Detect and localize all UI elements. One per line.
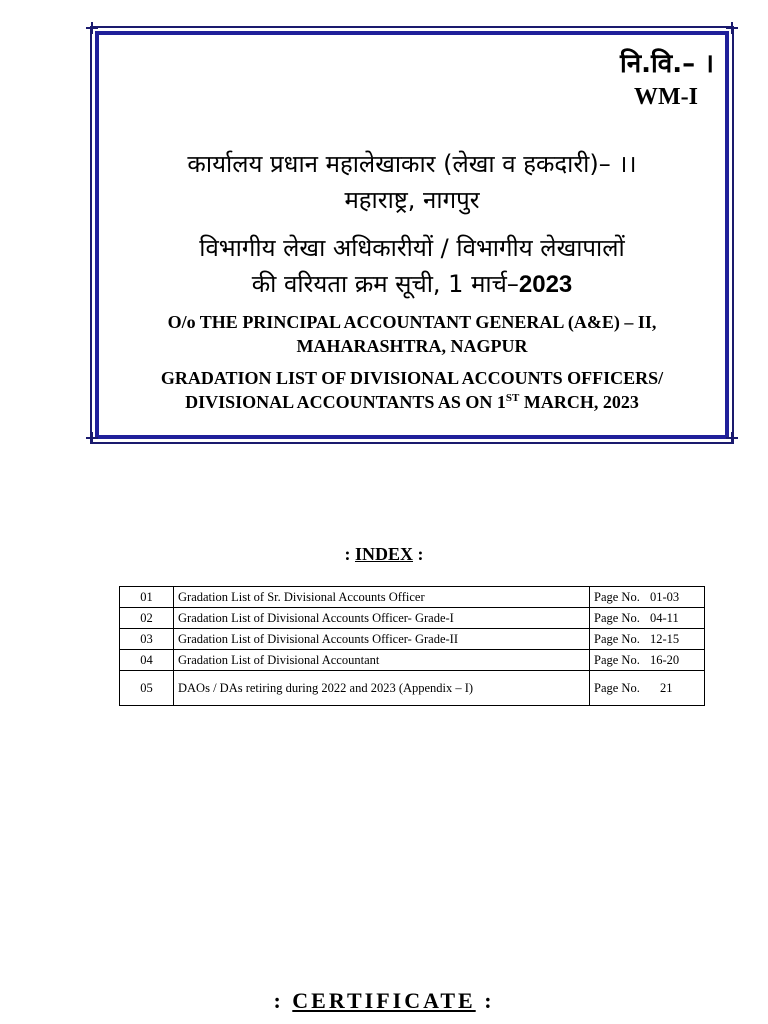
page-range: 12-15 — [650, 631, 680, 646]
office-name-hindi-line2: महाराष्ट्र, नागपुर — [344, 186, 480, 214]
page-label: Page No. — [594, 610, 640, 625]
list-title-hindi-line1: विभागीय लेखा अधिकारीयों / विभागीय लेखापालों — [199, 234, 625, 262]
index-heading-left: : — [344, 544, 355, 564]
table-row — [120, 608, 705, 629]
frame-corner-ornament — [726, 22, 738, 34]
reference-code-hindi: नि.वि.– । — [619, 49, 714, 79]
page-range: 21 — [660, 680, 673, 695]
office-name-english-line1: O/o THE PRINCIPAL ACCOUNTANT GENERAL (A&E) – II, — [167, 312, 657, 332]
office-name-english-line2: MAHARASHTRA, NAGPUR — [296, 336, 528, 356]
row-page — [590, 650, 705, 671]
row-description: Gradation List of Divisional Accounts Officer- Grade-I — [174, 608, 590, 629]
list-title-hindi-year: 2023 — [518, 271, 573, 298]
row-number: 04 — [120, 650, 174, 671]
list-title-hindi-line2-text: की वरियता क्रम सूची, 1 मार्च– — [251, 270, 519, 298]
row-number: 03 — [120, 629, 174, 650]
office-name-hindi — [100, 146, 724, 218]
office-name-hindi-line1: कार्यालय प्रधान महालेखाकार (लेखा व हकदारी)– ।। — [187, 150, 637, 178]
page-range: 04-11 — [650, 610, 679, 625]
row-description: Gradation List of Divisional Accountant — [174, 650, 590, 671]
list-title-english — [100, 366, 724, 414]
page-label: Page No. — [594, 631, 640, 646]
row-page — [590, 629, 705, 650]
list-title-english-line2 — [100, 390, 724, 414]
certificate-heading-text: CERTIFICATE — [292, 988, 476, 1013]
table-row — [120, 650, 705, 671]
row-description: Gradation List of Sr. Divisional Accounts Officer — [174, 587, 590, 608]
row-description: DAOs / DAs retiring during 2022 and 2023 (Appendix – I) — [174, 671, 590, 706]
list-title-hindi — [100, 230, 724, 303]
office-name-english — [100, 310, 724, 358]
frame-corner-ornament — [86, 22, 98, 34]
row-description: Gradation List of Divisional Accounts Officer- Grade-II — [174, 629, 590, 650]
frame-corner-ornament — [726, 432, 738, 444]
index-heading — [0, 544, 768, 565]
list-title-hindi-line2 — [100, 266, 724, 303]
table-row — [120, 587, 705, 608]
page-range: 01-03 — [650, 589, 680, 604]
certificate-heading-right: : — [475, 988, 495, 1013]
page-label: Page No. — [594, 652, 640, 667]
row-number: 05 — [120, 671, 174, 706]
list-title-english-line2-text: DIVISIONAL ACCOUNTANTS AS ON 1 — [185, 392, 506, 412]
row-page — [590, 587, 705, 608]
table-row — [120, 671, 705, 706]
row-number: 01 — [120, 587, 174, 608]
frame-corner-ornament — [86, 432, 98, 444]
row-page — [590, 608, 705, 629]
page-label: Page No. — [594, 680, 640, 695]
certificate-heading-left: : — [273, 988, 293, 1013]
page-range: 16-20 — [650, 652, 680, 667]
index-table — [119, 586, 705, 706]
certificate-heading — [0, 988, 768, 1014]
table-row — [120, 629, 705, 650]
row-number: 02 — [120, 608, 174, 629]
reference-code-english: WM-I — [634, 84, 698, 110]
index-heading-right: : — [413, 544, 424, 564]
page-label: Page No. — [594, 589, 640, 604]
list-title-english-line2-suffix: MARCH, 2023 — [519, 392, 639, 412]
row-page — [590, 671, 705, 706]
index-heading-text: INDEX — [354, 544, 413, 564]
list-title-english-line1: GRADATION LIST OF DIVISIONAL ACCOUNTS OFFICERS/ — [160, 368, 664, 388]
ordinal-suffix: ST — [505, 392, 520, 404]
